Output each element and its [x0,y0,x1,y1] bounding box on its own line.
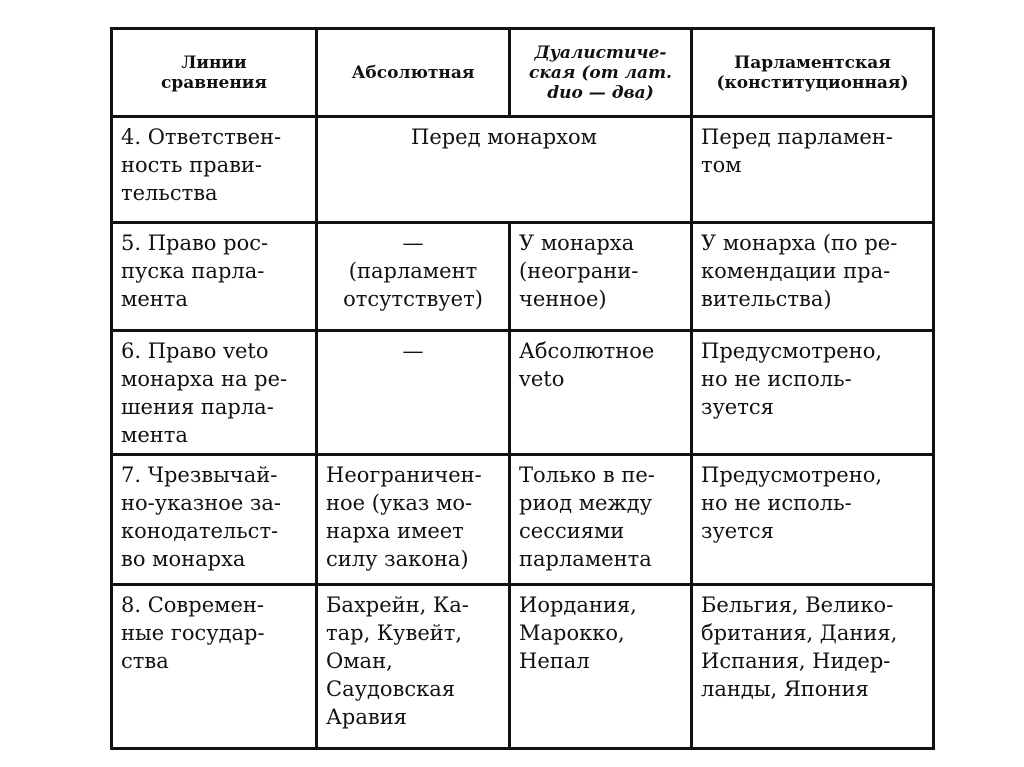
parliamentary-cell: Перед парламен- том [692,117,934,223]
document-page [110,27,932,747]
absolute-cell: — (парламент отсутствует) [317,223,510,331]
header-cell-absolute: Абсолютная [317,29,510,117]
header-row [112,29,934,117]
absolute-cell: Неограничен- ное (указ мо- нарха имеет силу закона) [317,455,510,585]
parliamentary-cell: Предусмотрено, но не исполь- зуется [692,455,934,585]
merged-cell-absolute-dualistic: Перед монархом [317,117,692,223]
parliamentary-cell: Предусмотрено, но не исполь- зуется [692,331,934,455]
row-label-cell: 8. Современ- ные государ- ства [112,585,317,749]
row-label-cell: 6. Право veto монарха на ре- шения парла- мента [112,331,317,455]
monarchy-comparison-table [110,27,935,750]
dualistic-cell: Только в пе- риод между сессиями парламента [510,455,692,585]
dualistic-cell: Иордания, Марокко, Непал [510,585,692,749]
table-row [112,455,934,585]
parliamentary-cell: Бельгия, Велико- британия, Дания, Испания, Нидер- ланды, Япония [692,585,934,749]
table-row [112,585,934,749]
parliamentary-cell: У монарха (по ре- комендации пра- вительства) [692,223,934,331]
row-label-cell: 7. Чрезвычай- но-указное за- конодательст- во монарха [112,455,317,585]
table-row [112,331,934,455]
dualistic-cell: Абсолютное veto [510,331,692,455]
absolute-cell: Бахрейн, Ка- тар, Кувейт, Оман, Саудовская Аравия [317,585,510,749]
dualistic-cell: У монарха (неограни- ченное) [510,223,692,331]
absolute-cell: — [317,331,510,455]
row-label-cell: 5. Право рос- пуска парла- мента [112,223,317,331]
row-label-cell: 4. Ответствен- ность прави- тельства [112,117,317,223]
table-row [112,117,934,223]
header-cell-dualistic: Дуалистиче- ская (от лат. duo — два) [510,29,692,117]
header-cell-parliamentary: Парламентская (конституционная) [692,29,934,117]
header-cell-comparison-lines: Линии сравнения [112,29,317,117]
table-row [112,223,934,331]
